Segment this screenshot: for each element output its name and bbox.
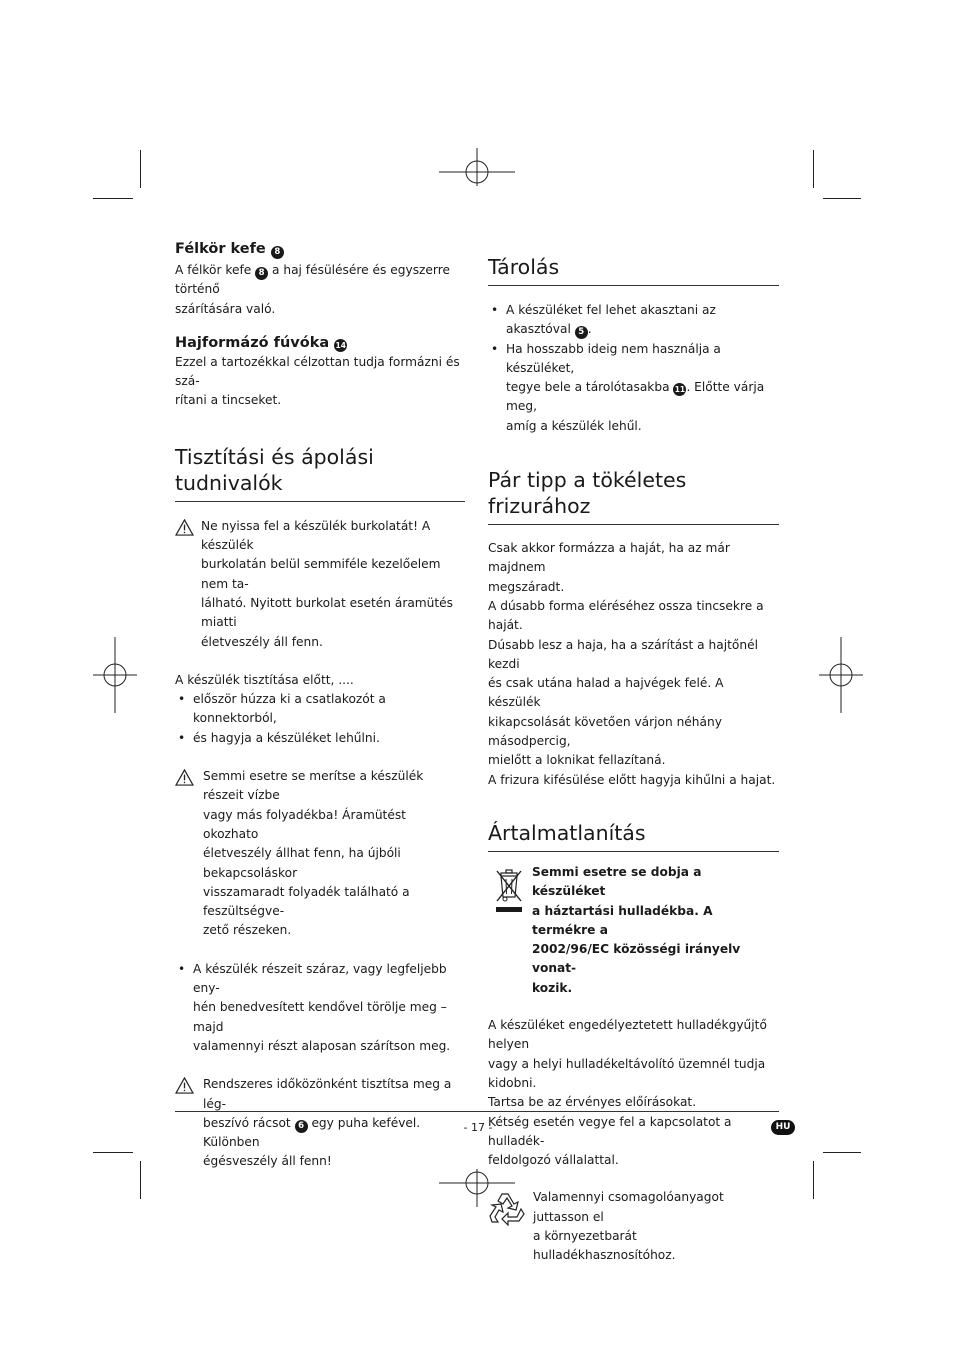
part-number-badge: 11: [674, 385, 686, 395]
part-number-badge: 14: [335, 340, 346, 350]
right-column: [488, 254, 779, 1266]
text-line: vagy más folyadékba! Áramütést okozhato: [203, 807, 406, 841]
text-line: mielőtt a loknikat fellazítaná.: [488, 753, 666, 768]
text-line: Semmi esetre se dobja a készüléket: [532, 864, 702, 899]
weee-notice: [488, 863, 779, 998]
section-subtitle: Hajformázó fúvóka 14: [175, 334, 346, 351]
part-number-badge: 6: [295, 1120, 308, 1133]
text-line: A dúsabb forma eléréséhez ossza tincsekre a haját.: [488, 598, 764, 633]
text-line: vagy a helyi hulladékeltávolító üzemnél tudja kidobni.: [488, 1056, 766, 1090]
section-heading: Pár tipp a tökéletes frizurához: [488, 467, 779, 525]
footer-rule: [175, 1111, 779, 1112]
bullet-list: [488, 301, 779, 436]
text-line: A frizura kifésülése előtt hagyja kihűlni a hajat.: [488, 772, 776, 787]
text-line: feldolgozó vállalattal.: [488, 1153, 619, 1168]
section-heading: Tisztítási és ápolási tudnivalók: [175, 444, 465, 502]
text-line: Ne nyissa fel a készülék burkolatát! A készülék: [201, 518, 431, 553]
text-line: beszívó rácsot 6 egy puha kefével. Különben: [203, 1115, 421, 1150]
crop-mark: [813, 150, 814, 188]
text-line: Kétség esetén vegye fel a kapcsolatot a hulladék-: [488, 1114, 732, 1148]
paragraph: Ezzel a tartozékkal célzottan tudja formázni és szá-: [175, 354, 460, 389]
language-badge: HU: [771, 1120, 795, 1135]
text-line: égésveszély áll fenn!: [203, 1154, 332, 1169]
crop-mark: [823, 198, 861, 199]
paragraph: A félkör kefe 8 a haj fésülésére és egyszerre történő: [175, 263, 450, 297]
warning-triangle-icon: [175, 1077, 194, 1094]
registration-mark-icon: [803, 637, 879, 713]
recycle-icon: [488, 1190, 528, 1226]
text-line: zető részeken.: [203, 923, 292, 938]
disposal-paragraph: [488, 1016, 779, 1170]
left-column: [175, 240, 465, 1172]
page-number: - 17 -: [463, 1121, 493, 1134]
paragraph: szárítására való.: [175, 301, 276, 316]
list-item: • először húzza ki a csatlakozót a konnektorból,: [175, 690, 465, 729]
text-line: Rendszeres időközönként tisztítsa meg a lég-: [203, 1077, 452, 1111]
crop-mark: [93, 198, 133, 199]
tips-paragraph: [488, 539, 779, 790]
section-heading: Ártalmatlanítás: [488, 820, 779, 852]
bullet-list: [175, 690, 465, 748]
part-number-badge: 8: [255, 267, 268, 280]
text-line: Tartsa be az érvényes előírásokat.: [488, 1095, 697, 1110]
list-item: • Ha hosszabb ideig nem használja a készüléket, tegye bele a tárolótasakba 11. Előtte várja meg, amíg a készülék lehűl.: [488, 340, 779, 436]
crop-mark: [140, 150, 141, 188]
text-line: 2002/96/EC közösségi irányelv vonat-: [532, 942, 741, 976]
registration-mark-icon: [439, 134, 515, 210]
text-line: a környezetbarát hulladékhasznosítóhoz.: [533, 1228, 676, 1263]
registration-mark-icon: [77, 637, 153, 713]
part-number-badge: 5: [575, 326, 588, 339]
crossed-bin-icon: [494, 867, 524, 913]
part-number-badge: 8: [271, 246, 284, 259]
bullet-list: [175, 960, 465, 1056]
text-line: Csak akkor formázza a haját, ha az már majdnem: [488, 541, 730, 575]
text-line: kozik.: [532, 980, 573, 995]
paragraph: A készülék tisztítása előtt, ....: [175, 672, 354, 687]
crop-mark: [93, 1152, 133, 1153]
text-line: A készüléket engedélyeztetett hulladékgyűjtő helyen: [488, 1018, 767, 1052]
text-line: Valamennyi csomagolóanyagot juttasson el: [533, 1190, 724, 1224]
list-item: • és hagyja a készüléket lehűlni.: [175, 729, 465, 748]
warning-triangle-icon: [175, 769, 194, 786]
warning-triangle-icon: [175, 519, 194, 536]
text-line: visszamaradt folyadék található a feszültségve-: [203, 884, 410, 919]
section-heading: Tárolás: [488, 254, 779, 286]
warning-block: [175, 767, 465, 941]
crop-mark: [813, 1161, 814, 1199]
text-line: életveszély áll fenn.: [201, 634, 323, 649]
text-line: Semmi esetre se merítse a készülék részeit vízbe: [203, 769, 424, 803]
crop-mark: [140, 1161, 141, 1199]
section-subtitle: Félkör kefe 8: [175, 240, 465, 259]
text-line: burkolatán belül semmiféle kezelőelem nem ta-: [201, 557, 441, 591]
list-item: • A készüléket fel lehet akasztani az akasztóval 5 .: [488, 301, 779, 340]
crop-mark: [823, 1152, 861, 1153]
text-line: Dúsabb lesz a haja, ha a szárítást a hajtőnél kezdi: [488, 637, 758, 671]
text-line: kikapcsolását követően várjon néhány másodpercig,: [488, 714, 722, 749]
warning-block: [175, 1075, 465, 1171]
list-item: • A készülék részeit száraz, vagy legfeljebb eny- hén benedvesített kendővel törölje meg – majd valamennyi részt alaposan szárítson meg.: [175, 960, 465, 1056]
text-line: lálható. Nyitott burkolat esetén áramütés miatti: [201, 595, 454, 630]
text-line: a háztartási hulladékba. A termékre a: [532, 903, 713, 937]
paragraph: rítani a tincseket.: [175, 393, 282, 408]
text-line: életveszély állhat fenn, ha újbóli bekapcsoláskor: [203, 846, 401, 880]
warning-block: [175, 517, 465, 652]
recycling-notice: [488, 1188, 779, 1265]
text-line: megszáradt.: [488, 579, 565, 594]
text-line: és csak utána halad a hajvégek felé. A készülék: [488, 676, 724, 710]
